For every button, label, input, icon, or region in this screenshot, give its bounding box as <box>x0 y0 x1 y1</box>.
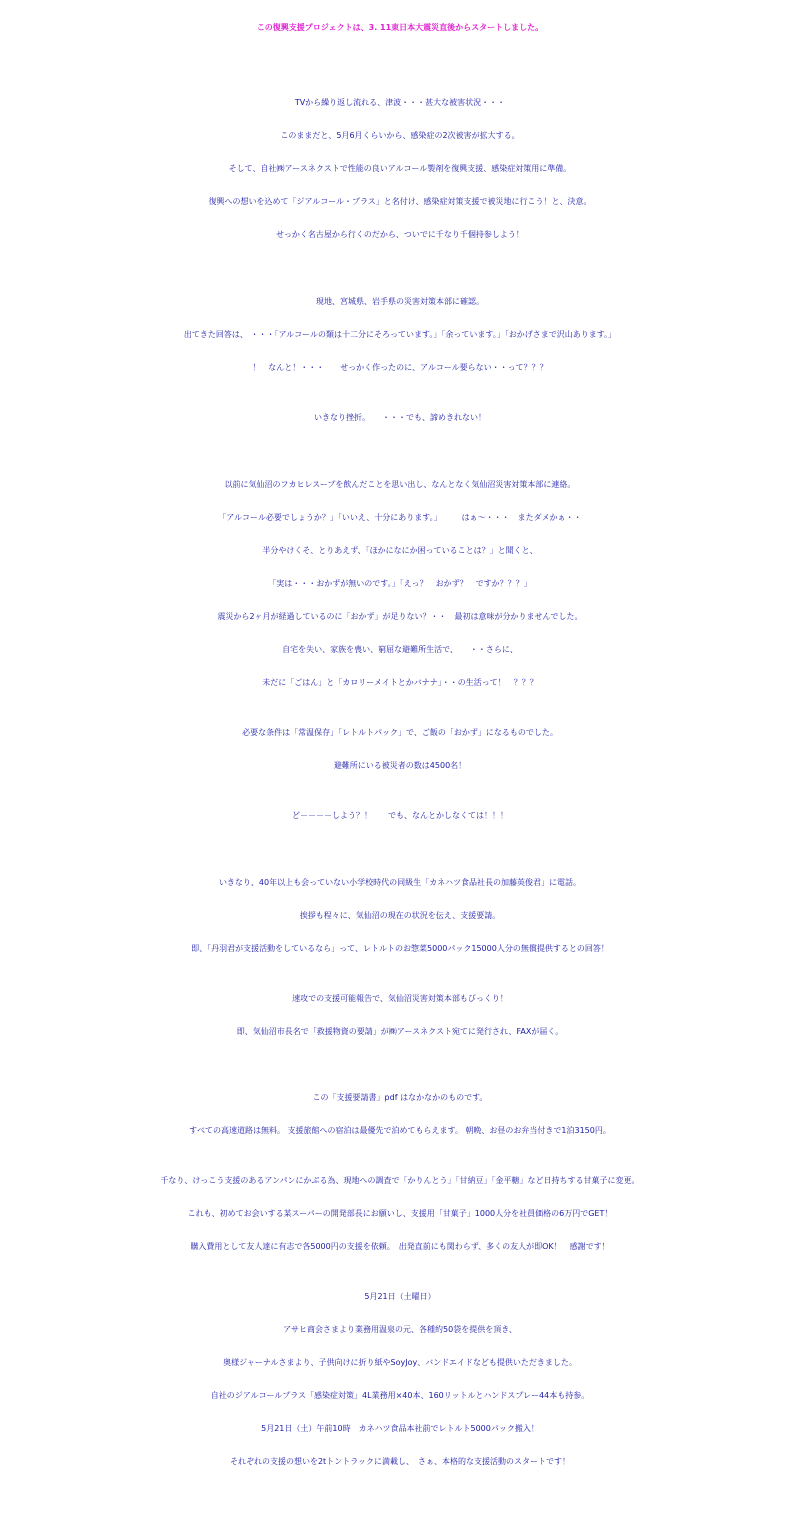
page-title: この復興支援プロジェクトは、3. 11東日本大震災直後からスタートしました。 <box>256 23 544 32</box>
text-line: 避難所にいる被災者の数は4500名！ <box>333 761 467 770</box>
text-line: それぞれの支援の想いを2tトントラックに満載し、 さぁ、本格的な支援活動のスタートです！ <box>229 1457 571 1466</box>
text-line: 速攻での支援可能報告で、気仙沼災害対策本部もびっくり！ <box>292 994 508 1003</box>
text-line: 「アルコール必要でしょうか？」「いいえ、十分にあります。」 はぁ～・・・ またダメかぁ・・ <box>218 513 582 522</box>
text-line: これも、初めてお会いする某スーパーの開発部長にお願いし、支援用「甘菓子」1000人分を社員価格の6万円でGET！ <box>187 1209 613 1218</box>
text-line: このままだと、5月6月くらいから、感染症の2次被害が拡大する。 <box>280 131 520 140</box>
text-line: 即、「丹羽君が支援活動をしているなら」って、レトルトのお惣菜5000パック15000人分の無償提供するとの回答！ <box>191 944 609 953</box>
text-line: ！ なんと！・・・ せっかく作ったのに、アルコール要らない・・って？？？ <box>252 363 548 372</box>
text-line: 半分やけくそ、とりあえず、「ほかになにか困っていることは？」と聞くと、 <box>262 546 538 555</box>
text-line: 挨拶も程々に、気仙沼の現在の状況を伝え、支援要請。 <box>299 911 501 920</box>
text-line: 震災から2ヶ月が経過しているのに「おかず」が足りない？・・ 最初は意味が分かりませんでした。 <box>217 612 583 621</box>
text-line: 奥様ジャーナルさまより、子供向けに折り紙やSoyJoy、バンドエイドなども提供いただきました。 <box>223 1358 577 1367</box>
text-line: 即、気仙沼市長名で「救援物資の要請」が㈱アースネクスト宛てに発行され、FAXが届く。 <box>236 1027 564 1036</box>
text-line: 自宅を失い、家族を喪い、窮屈な避難所生活で、 ・・さらに、 <box>282 645 518 654</box>
text-line: 以前に気仙沼のフカヒレスープを飲んだことを思い出し、なんとなく気仙沼災害対策本部に連絡。 <box>224 480 576 489</box>
text-line: 「実は・・・おかずが無いのです。」「えっ？ おかず？ ですか？？？」 <box>268 579 532 588</box>
text-line: 購入費用として友人達に有志で各5000円の支援を依頼。 出発直前にも関わらず、多くの友人が即OK！ 感謝です！ <box>190 1242 610 1251</box>
text-line: 現地、宮城県、岩手県の災害対策本部に確認。 <box>316 297 484 306</box>
text-line: 5月21日（土）午前10時 カネハツ食品本社前でレトルト5000パック搬入！ <box>261 1424 539 1433</box>
text-line: ど－－－－しよう？！ でも、なんとかしなくては！！！ <box>292 811 508 820</box>
text-line: 5月21日（土曜日） <box>364 1292 436 1301</box>
text-line: せっかく名古屋から行くのだから、ついでに千なり千個持参しよう！ <box>276 230 524 239</box>
text-line: TVから繰り返し流れる、津波・・・甚大な被害状況・・・ <box>294 98 506 107</box>
text-line: そして、自社㈱アースネクストで性能の良いアルコール製剤を復興支援、感染症対策用に準備。 <box>228 164 572 173</box>
text-line: 自社のジアルコールプラス「感染症対策」4L業務用×40本、160リットルとハンドスプレー44本も持参。 <box>210 1391 590 1400</box>
text-line: 出てきた回答は、 ・・・「アルコールの類は十二分にそろっています。」「余っています。」「おかげさまで沢山あります。」 <box>183 330 617 339</box>
text-line: いきなり挫折。 ・・・でも、諦めきれない！ <box>314 413 486 422</box>
text-line: いきなり、40年以上も会っていない小学校時代の同級生「カネハツ食品社長の加藤英俊君」に電話。 <box>218 878 582 887</box>
text-line: アサヒ商会さまより業務用温泉の元、各種約50袋を提供を頂き、 <box>283 1325 517 1334</box>
text-line: 復興への想いを込めて「ジアルコール・プラス」と名付け、感染症対策支援で被災地に行こう！と、決意。 <box>208 197 592 206</box>
text-line: 必要な条件は「常温保存」「レトルトパック」で、ご飯の「おかず」になるものでした。 <box>242 728 558 737</box>
text-line: 千なり、けっこう支援のあるアンパンにかぶる為、現地への調査で「かりんとう」「甘納豆」「金平糖」など日持ちする甘菓子に変更。 <box>160 1176 640 1185</box>
text-line: この「支援要請書」pdf はなかなかのものです。 <box>312 1093 488 1102</box>
text-line: すべての高速道路は無料。 支援旅館への宿泊は最優先で泊めてもらえます。 朝晩、お昼のお弁当付きで1泊3150円。 <box>189 1126 611 1135</box>
text-line: 未だに「ごはん」と「カロリーメイトとかバナナ」・・の生活って！ ？？？ <box>262 678 538 687</box>
